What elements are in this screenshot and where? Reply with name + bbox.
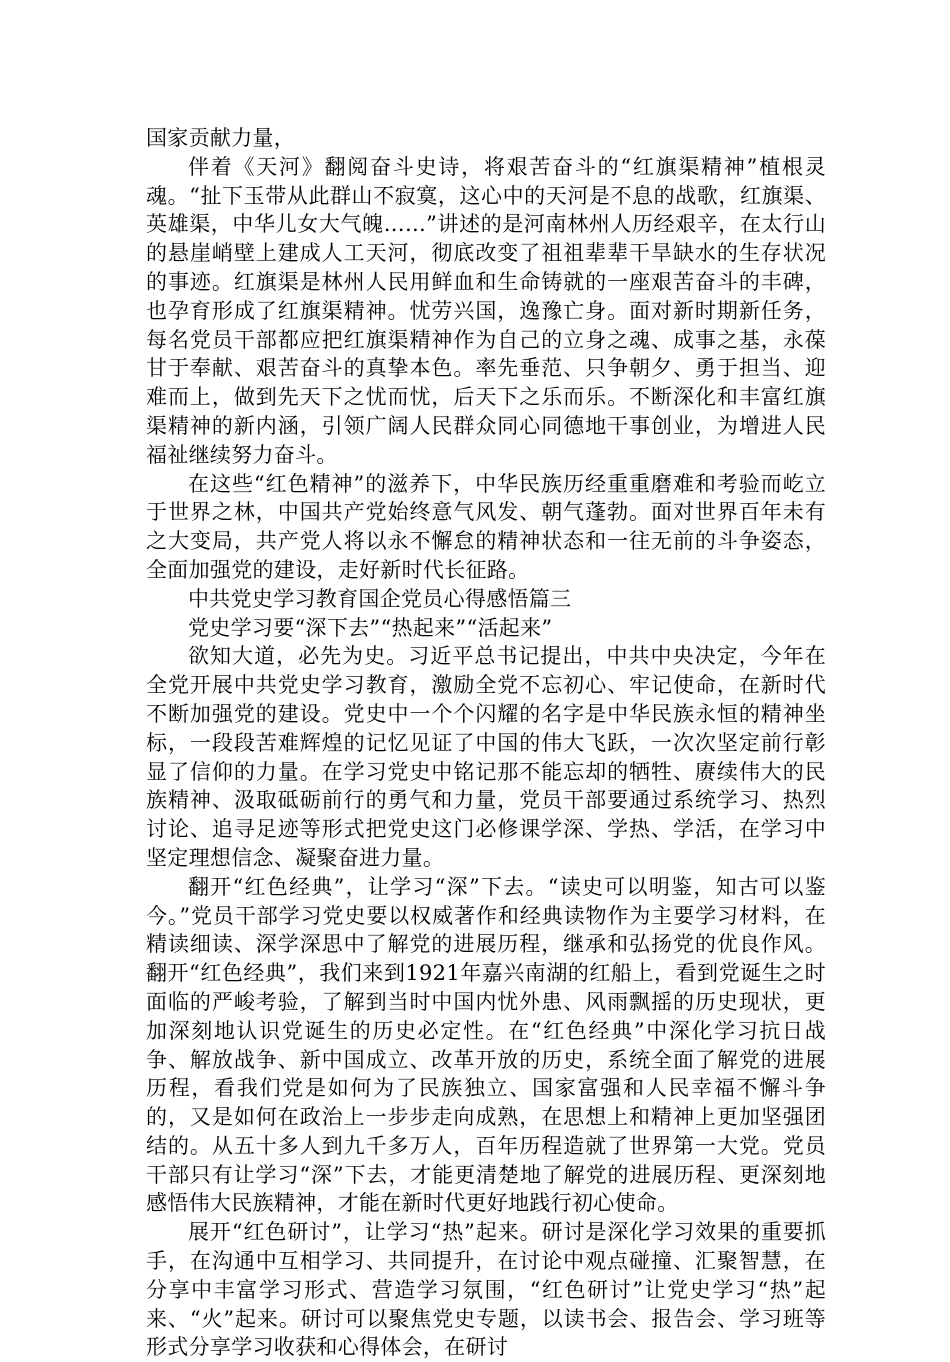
section-title: 中共党史学习教育国企党员心得感悟篇三 (188, 586, 572, 611)
document-body (146, 124, 826, 1362)
section-subtitle: 党史学习要“深下去”“热起来”“活起来” (188, 615, 553, 640)
paragraph-intro: 欲知大道，必先为史。习近平总书记提出，中共中央决定，今年在全党开展中共党史学习教育，激励全党不忘初心、牢记使命，在新时代不断加强党的建设。党史中一个个闪耀的名字是中华民族永恒的精神坐标，一段段苦难辉煌的记忆见证了中国的伟大飞跃，一次次坚定前行彰显了信仰的力量。在学习党史中铭记那不能忘却的牺牲、赓续伟大的民族精神、汲取砥砺前行的勇气和力量，党员干部要通过系统学习、热烈讨论、追寻足迹等形式把党史这门必修课学深、学热、学活，在学习中坚定理想信念、凝聚奋进力量。 (146, 644, 826, 870)
paragraph-continuation: 国家贡献力量， (146, 126, 296, 150)
paragraph-red-discussion: 展开“红色研讨”，让学习“热”起来。研讨是深化学习效果的重要抓手，在沟通中互相学习、共同提升，在讨论中观点碰撞、汇聚智慧，在分享中丰富学习形式、营造学习氛围，“红色研讨”让党史学习“热”起来、“火”起来。研讨可以聚焦党史专题，以读书会、报告会、学习班等形式分享学习收获和心得体会，在研讨 (146, 1220, 826, 1360)
paragraph-red-spirit-summary: 在这些“红色精神”的滋养下，中华民族历经重重磨难和考验而屹立于世界之林，中国共产党始终意气风发、朝气蓬勃。面对世界百年未有之大变局，共产党人将以永不懈怠的精神状态和一往无前的斗争姿态，全面加强党的建设，走好新时代长征路。 (146, 471, 826, 582)
paragraph-red-classics: 翻开“红色经典”，让学习“深”下去。“读史可以明鉴，知古可以鉴今。”党员干部学习党史要以权威著作和经典读物作为主要学习材料，在精读细读、深学深思中了解党的进展历程，继承和弘扬党的优良作风。翻开“红色经典”，我们来到1921年嘉兴南湖的红船上，看到党诞生之时面临的严峻考验，了解到当时中国内忧外患、风雨飘摇的历史现状，更加深刻地认识党诞生的历史必定性。在“红色经典”中深化学习抗日战争、解放战争、新中国成立、改革开放的历史，系统全面了解党的进展历程，看我们党是如何为了民族独立、国家富强和人民幸福不懈斗争的，又是如何在政治上一步步走向成熟，在思想上和精神上更加坚强团结的。从五十多人到九千多万人，百年历程造就了世界第一大党。党员干部只有让学习“深”下去，才能更清楚地了解党的进展历程、更深刻地感悟伟大民族精神，才能在新时代更好地践行初心使命。 (146, 874, 826, 1216)
paragraph-red-flag-canal: 伴着《天河》翻阅奋斗史诗，将艰苦奋斗的“红旗渠精神”植根灵魂。“扯下玉带从此群山不寂寞，这心中的天河是不息的战歌，红旗渠、英雄渠，中华儿女大气魄……”讲述的是河南林州人历经艰辛，在太行山的悬崖峭壁上建成人工天河，彻底改变了祖祖辈辈干旱缺水的生存状况的事迹。红旗渠是林州人民用鲜血和生命铸就的一座艰苦奋斗的丰碑，也孕育形成了红旗渠精神。忧劳兴国，逸豫亡身。面对新时期新任务，每名党员干部都应把红旗渠精神作为自己的立身之魂、成事之基，永葆甘于奉献、艰苦奋斗的真挚本色。率先垂范、只争朝夕、勇于担当、迎难而上，做到先天下之忧而忧，后天下之乐而乐。不断深化和丰富红旗渠精神的新内涵，引领广阔人民群众同心同德地干事创业，为增进人民福祉继续努力奋斗。 (146, 154, 826, 467)
